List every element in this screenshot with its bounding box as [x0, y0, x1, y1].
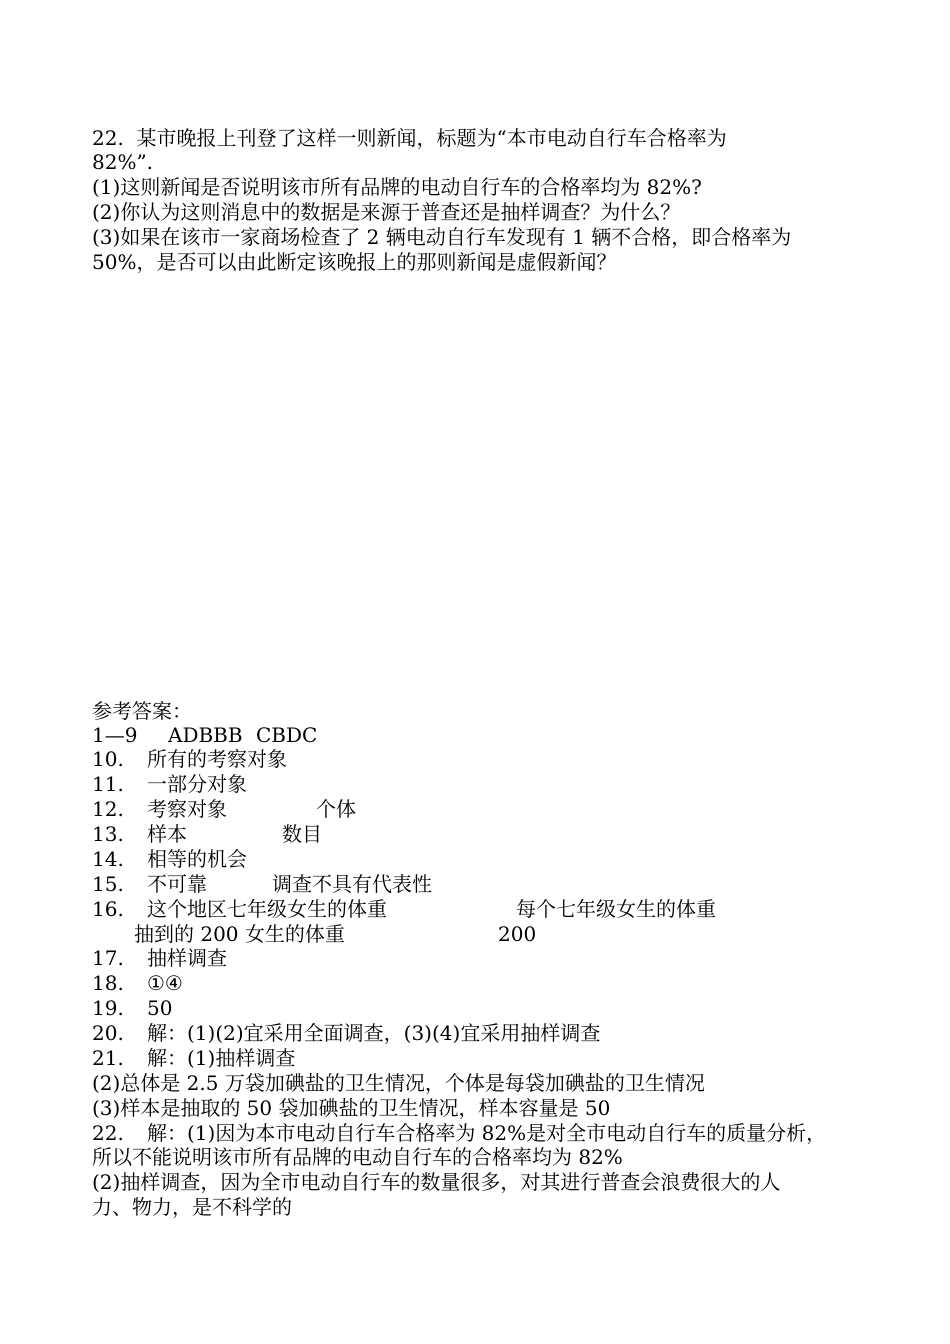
answer-text: 一部分对象 — [147, 772, 247, 796]
answer-text-2: CBDC — [256, 723, 318, 747]
question-line-1: 22. 某市晚报上刊登了这样一则新闻，标题为“本市电动自行车合格率为 — [92, 126, 727, 150]
answer-text-2: 个体 — [316, 797, 356, 821]
answer-number: 13. — [92, 822, 124, 846]
answer-number: 17. — [92, 946, 124, 970]
answer-number: 12. — [92, 797, 124, 821]
answer-text: 样本 — [147, 822, 187, 846]
answer-number: 19. — [92, 996, 124, 1020]
answer-text-3: 抽到的 200 女生的体重 — [134, 922, 345, 946]
answer-text: 解：(1)因为本市电动自行车合格率为 82%是对全市电动自行车的质量分析， — [147, 1121, 827, 1145]
answer-21-line-2: (2)总体是 2.5 万袋加碘盐的卫生情况，个体是每袋加碘盐的卫生情况 — [92, 1071, 705, 1095]
answer-number: 14. — [92, 847, 124, 871]
answer-number: 10. — [92, 747, 124, 771]
answer-text: 不可靠 — [147, 872, 207, 896]
answer-text: 相等的机会 — [147, 847, 247, 871]
answer-text: 解：(1)(2)宜采用全面调查，(3)(4)宜采用抽样调查 — [147, 1021, 601, 1045]
answer-text-2: 调查不具有代表性 — [272, 872, 432, 896]
question-line-5: (3)如果在该市一家商场检查了 2 辆电动自行车发现有 1 辆不合格，即合格率为 — [92, 225, 792, 249]
answer-number: 15. — [92, 872, 124, 896]
question-line-2: 82%”. — [92, 150, 154, 174]
answer-number: 22. — [92, 1121, 124, 1145]
answer-22-line-2: 所以不能说明该市所有品牌的电动自行车的合格率均为 82% — [92, 1145, 623, 1169]
answer-text-2: 数目 — [282, 822, 322, 846]
answer-22-line-3: (2)抽样调查，因为全市电动自行车的数量很多，对其进行普查会浪费很大的人 — [92, 1170, 781, 1194]
question-line-6: 50%，是否可以由此断定该晚报上的那则新闻是虚假新闻？ — [92, 250, 617, 274]
answer-number: 20. — [92, 1021, 124, 1045]
answer-text: 50 — [147, 996, 173, 1020]
answer-21-line-3: (3)样本是抽取的 50 袋加碘盐的卫生情况，样本容量是 50 — [92, 1096, 611, 1120]
answer-number: 21. — [92, 1046, 124, 1070]
answer-number: 1—9 — [92, 723, 138, 747]
question-line-4: (2)你认为这则消息中的数据是来源于普查还是抽样调查？为什么？ — [92, 200, 681, 224]
answer-text: ①④ — [147, 971, 183, 995]
answer-text: 抽样调查 — [147, 946, 227, 970]
answer-text-4: 200 — [498, 922, 537, 946]
answer-number: 11. — [92, 772, 124, 796]
answer-text: 这个地区七年级女生的体重 — [147, 897, 387, 921]
answer-text: ADBBB — [168, 723, 243, 747]
answer-text: 考察对象 — [147, 797, 227, 821]
answer-text: 解：(1)抽样调查 — [147, 1046, 296, 1070]
answer-text-2: 每个七年级女生的体重 — [516, 897, 716, 921]
question-line-3: (1)这则新闻是否说明该市所有品牌的电动自行车的合格率均为 82%? — [92, 175, 702, 199]
answers-heading: 参考答案： — [92, 699, 192, 723]
answer-text: 所有的考察对象 — [147, 747, 287, 771]
answer-number: 18. — [92, 971, 124, 995]
answer-number: 16. — [92, 897, 124, 921]
answer-22-line-4: 力、物力，是不科学的 — [92, 1195, 292, 1219]
